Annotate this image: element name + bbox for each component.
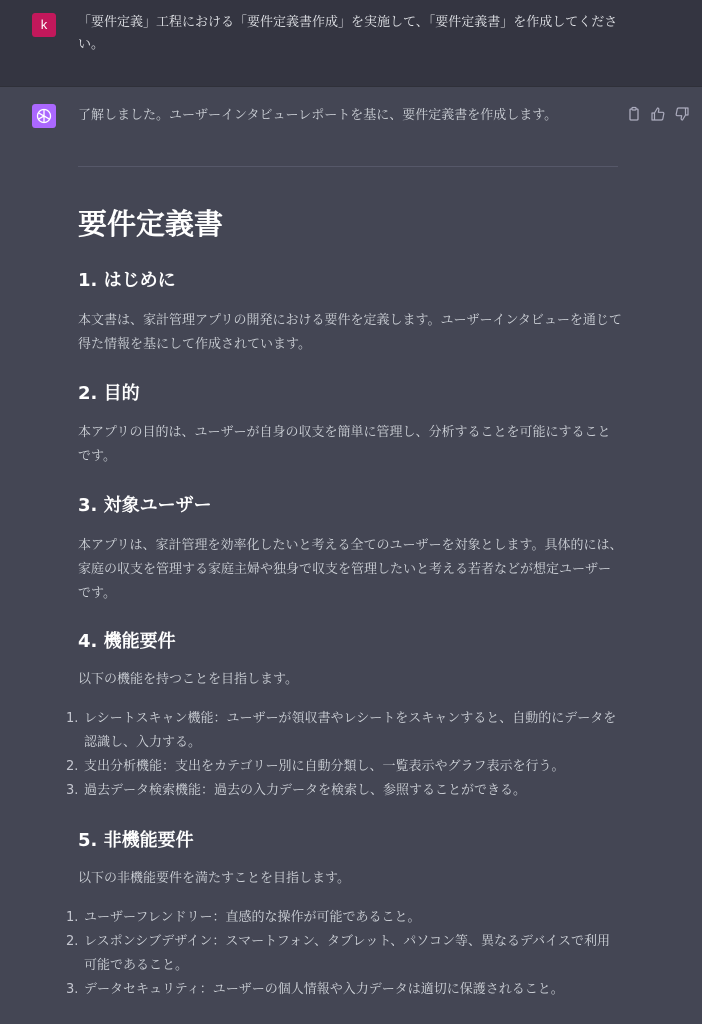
thumbs-down-icon[interactable] bbox=[674, 106, 690, 122]
assistant-intro-text: 了解しました。ユーザーインタビューレポートを基に、要件定義書を作成します。 bbox=[78, 108, 558, 123]
list-item-text: レスポンシブデザイン：スマートフォン、タブレット、パソコン等、異なるデバイスで利用可能であること。 bbox=[84, 934, 611, 973]
section-heading-target-users: 3. 対象ユーザー bbox=[78, 495, 212, 516]
list-number: 2. bbox=[66, 934, 79, 949]
section-heading-purpose: 2. 目的 bbox=[78, 383, 140, 404]
list-number: 2. bbox=[66, 759, 79, 774]
list-number: 3. bbox=[66, 982, 79, 997]
list-number: 1. bbox=[66, 711, 79, 726]
divider bbox=[78, 166, 618, 167]
user-message-text: 「要件定義」工程における「要件定義書作成」を実施して、「要件定義書」を作成してください。 bbox=[78, 15, 618, 52]
user-message-row bbox=[0, 0, 702, 87]
list-item bbox=[66, 978, 623, 1002]
list-item-text: データセキュリティ：ユーザーの個人情報や入力データは適切に保護されること。 bbox=[84, 982, 564, 997]
list-item-text: 支出分析機能：支出をカテゴリー別に自動分類し、一覧表示やグラフ表示を行う。 bbox=[84, 759, 565, 774]
list-item bbox=[66, 779, 623, 803]
section-body-nonfunctional: 以下の非機能要件を満たすことを目指します。 bbox=[78, 871, 350, 886]
section-body-purpose: 本アプリの目的は、ユーザーが自身の収支を簡単に管理し、分析することを可能にすることです。 bbox=[78, 425, 611, 464]
list-item bbox=[66, 906, 623, 930]
list-number: 3. bbox=[66, 783, 79, 798]
list-item-text: 過去データ検索機能：過去の入力データを検索し、参照することができる。 bbox=[84, 783, 527, 798]
list-number: 1. bbox=[66, 910, 79, 925]
functional-requirements-list bbox=[66, 707, 623, 803]
copy-icon[interactable] bbox=[626, 106, 642, 122]
document-title: 要件定義書 bbox=[78, 207, 224, 241]
section-body-functional: 以下の機能を持つことを目指します。 bbox=[78, 672, 298, 687]
user-avatar: k bbox=[32, 13, 56, 37]
openai-logo-icon bbox=[32, 104, 56, 128]
thumbs-up-icon[interactable] bbox=[650, 106, 666, 122]
section-heading-functional: 4. 機能要件 bbox=[78, 631, 176, 652]
section-heading-intro: 1. はじめに bbox=[78, 270, 176, 291]
section-heading-nonfunctional: 5. 非機能要件 bbox=[78, 830, 194, 851]
section-body-target-users: 本アプリは、家計管理を効率化したいと考える全てのユーザーを対象とします。具体的には、家庭の収支を管理する家庭主婦や独身で収支を管理したいと考える若者などが想定ユーザーです。 bbox=[78, 538, 623, 601]
list-item bbox=[66, 930, 623, 978]
assistant-avatar bbox=[32, 104, 56, 128]
list-item bbox=[66, 755, 623, 779]
message-actions bbox=[626, 106, 690, 122]
list-item bbox=[66, 707, 623, 755]
nonfunctional-requirements-list bbox=[66, 906, 623, 1002]
list-item-text: レシートスキャン機能：ユーザーが領収書やレシートをスキャンすると、自動的にデータを認識し、入力する。 bbox=[84, 711, 617, 750]
list-item-text: ユーザーフレンドリー：直感的な操作が可能であること。 bbox=[84, 910, 421, 925]
section-body-intro: 本文書は、家計管理アプリの開発における要件を定義します。ユーザーインタビューを通じて得た情報を基にして作成されています。 bbox=[78, 313, 622, 352]
